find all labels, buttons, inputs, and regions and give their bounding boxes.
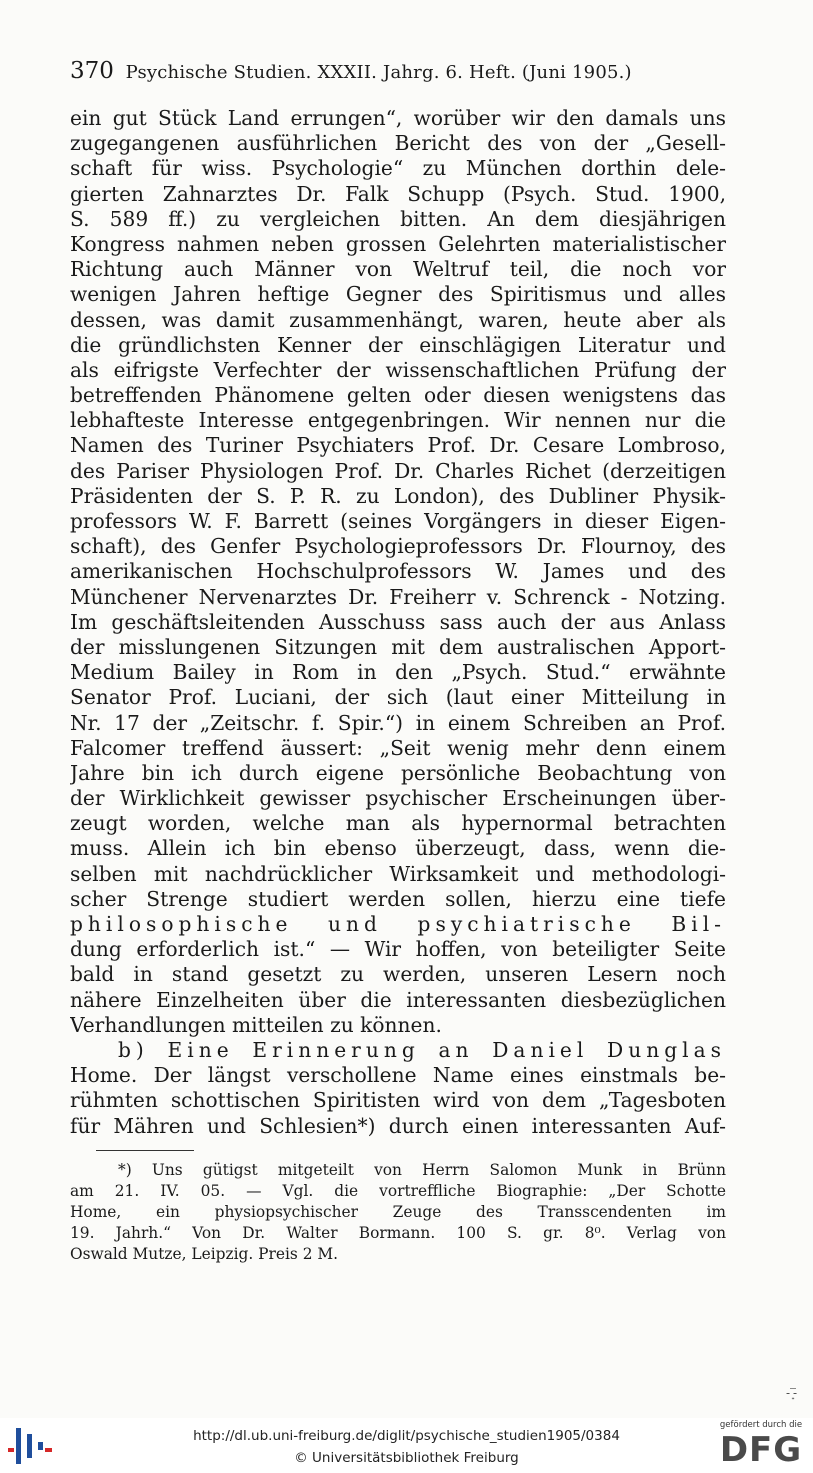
text-line: Home. Der längst verschollene Name eines einstmals be- (70, 1063, 726, 1088)
footnote-line: Home, ein physiopsychischer Zeuge des Transscendenten im (70, 1203, 726, 1221)
text-line: zugegangenen ausführlichen Bericht des von der „Gesell- (70, 131, 726, 156)
dfg-wordmark: DFG (719, 1430, 803, 1470)
running-title: Psychische Studien. XXXII. Jahrg. 6. Heft. (Juni 1905.) (125, 62, 632, 83)
text-line: Falcomer treffend äussert: „Seit wenig mehr denn einem (70, 735, 726, 760)
text-line: nähere Einzelheiten über die interessanten diesbezüglichen (70, 987, 726, 1012)
text-line: Im geschäftsleitenden Ausschuss sass auch der aus Anlass (70, 609, 726, 634)
text-line: dung erforderlich ist.“ — Wir hoffen, von beteiligter Seite (70, 937, 726, 962)
text-line: schaft für wiss. Psychologie“ zu München dorthin dele- (70, 156, 726, 181)
text-line: bald in stand gesetzt zu werden, unseren Lesern noch (70, 962, 726, 987)
text-line: amerikanischen Hochschulprofessors W. James und des (70, 559, 726, 584)
text-line: professors W. F. Barrett (seines Vorgängers in dieser Eigen- (70, 509, 726, 533)
text-line: des Pariser Physiologen Prof. Dr. Charles Richet (derzeitigen (70, 458, 726, 483)
text-line: selben mit nachdrücklicher Wirksamkeit und methodologi- (70, 861, 726, 886)
text-line: betreffenden Phänomene gelten oder diesen wenigstens das (70, 383, 726, 408)
text-line: Nr. 17 der „Zeitschr. f. Spir.“) in einem Schreiben an Prof. (70, 710, 726, 735)
text-line: Namen des Turiner Psychiaters Prof. Dr. Cesare Lombroso, (70, 433, 726, 458)
text-line: der misslungenen Sitzungen mit dem australischen Apport- (70, 634, 726, 659)
footnote-line: 19. Jahrh.“ Von Dr. Walter Bormann. 100 S. gr. 8⁰. Verlag von (70, 1224, 726, 1242)
scan-speck: - ͙̅- (786, 1386, 798, 1400)
text-line: Verhandlungen mitteilen zu können. (70, 1012, 442, 1037)
document-url-link[interactable]: http://dl.ub.uni-freiburg.de/diglit/psychische_studien1905/0384 (193, 1428, 620, 1444)
text-line: dessen, was damit zusammenhängt, waren, heute aber als (70, 307, 726, 332)
footnote-line: *) Uns gütigst mitgeteilt von Herrn Salomon Munk in Brünn (118, 1161, 726, 1179)
text-line: zeugt worden, welche man als hypernormal betrachten (70, 811, 726, 836)
text-line: Münchener Nervenarztes Dr. Freiherr v. Schrenck - Notzing. (70, 584, 726, 609)
text-line: als eifrigste Verfechter der wissenschaftlichen Prüfung der (70, 357, 726, 382)
text-line: die gründlichsten Kenner der einschlägigen Literatur und (70, 332, 726, 357)
copyright-notice: © Universitätsbibliothek Freiburg (294, 1450, 519, 1466)
footnote (70, 1160, 726, 1265)
text-line: lebhafteste Interesse entgegenbringen. Wir nennen nur die (70, 408, 726, 433)
footnote-rule (96, 1150, 194, 1151)
dfg-logo (716, 1420, 806, 1470)
section-heading-line: b) Eine Erinnerung an Daniel Dunglas (118, 1037, 726, 1062)
text-line: Richtung auch Männer von Weltruf teil, die noch vor (70, 257, 726, 282)
text-line: schaft), des Genfer Psychologieprofessors Dr. Flournoy, des (70, 534, 726, 559)
text-line: Jahre bin ich durch eigene persönliche Beobachtung von (70, 760, 726, 785)
text-line: scher Strenge studiert werden sollen, hierzu eine tiefe (70, 886, 726, 911)
text-line: gierten Zahnarztes Dr. Falk Schupp (Psych. Stud. 1900, (70, 181, 726, 206)
text-line: S. 589 ff.) zu vergleichen bitten. An dem diesjährigen (70, 206, 726, 231)
text-line: ein gut Stück Land errungen“, worüber wir den damals uns (70, 106, 726, 130)
text-line: Kongress nahmen neben grossen Gelehrten materialistischer (70, 231, 726, 256)
page-number: 370 (70, 58, 114, 84)
footnote-line: Oswald Mutze, Leipzig. Preis 2 M. (70, 1245, 339, 1263)
text-line: Medium Bailey in Rom in den „Psych. Stud.“ erwähnte (70, 660, 726, 685)
text-line: Präsidenten der S. P. R. zu London), des Dubliner Physik- (70, 483, 726, 508)
text-line: wenigen Jahren heftige Gegner des Spiritismus und alles (70, 282, 726, 307)
running-header (70, 58, 730, 88)
text-line: Senator Prof. Luciani, der sich (laut einer Mitteilung in (70, 685, 726, 710)
viewer-footer (0, 1418, 813, 1473)
text-line-spaced: philosophische und psychiatrische Bil- (70, 912, 726, 936)
text-line: der Wirklichkeit gewisser psychischer Erscheinungen über- (70, 786, 726, 811)
footnote-line: am 21. IV. 05. — Vgl. die vortreffliche Biographie: „Der Schotte (70, 1182, 726, 1200)
body-text (70, 106, 726, 1139)
text-line: rühmten schottischen Spiritisten wird von dem „Tagesboten (70, 1088, 726, 1113)
dfg-tagline: gefördert durch die (719, 1420, 803, 1430)
text-line: für Mähren und Schlesien*) durch einen interessanten Auf- (70, 1113, 726, 1138)
text-line: muss. Allein ich bin ebenso überzeugt, dass, wenn die- (70, 836, 726, 861)
